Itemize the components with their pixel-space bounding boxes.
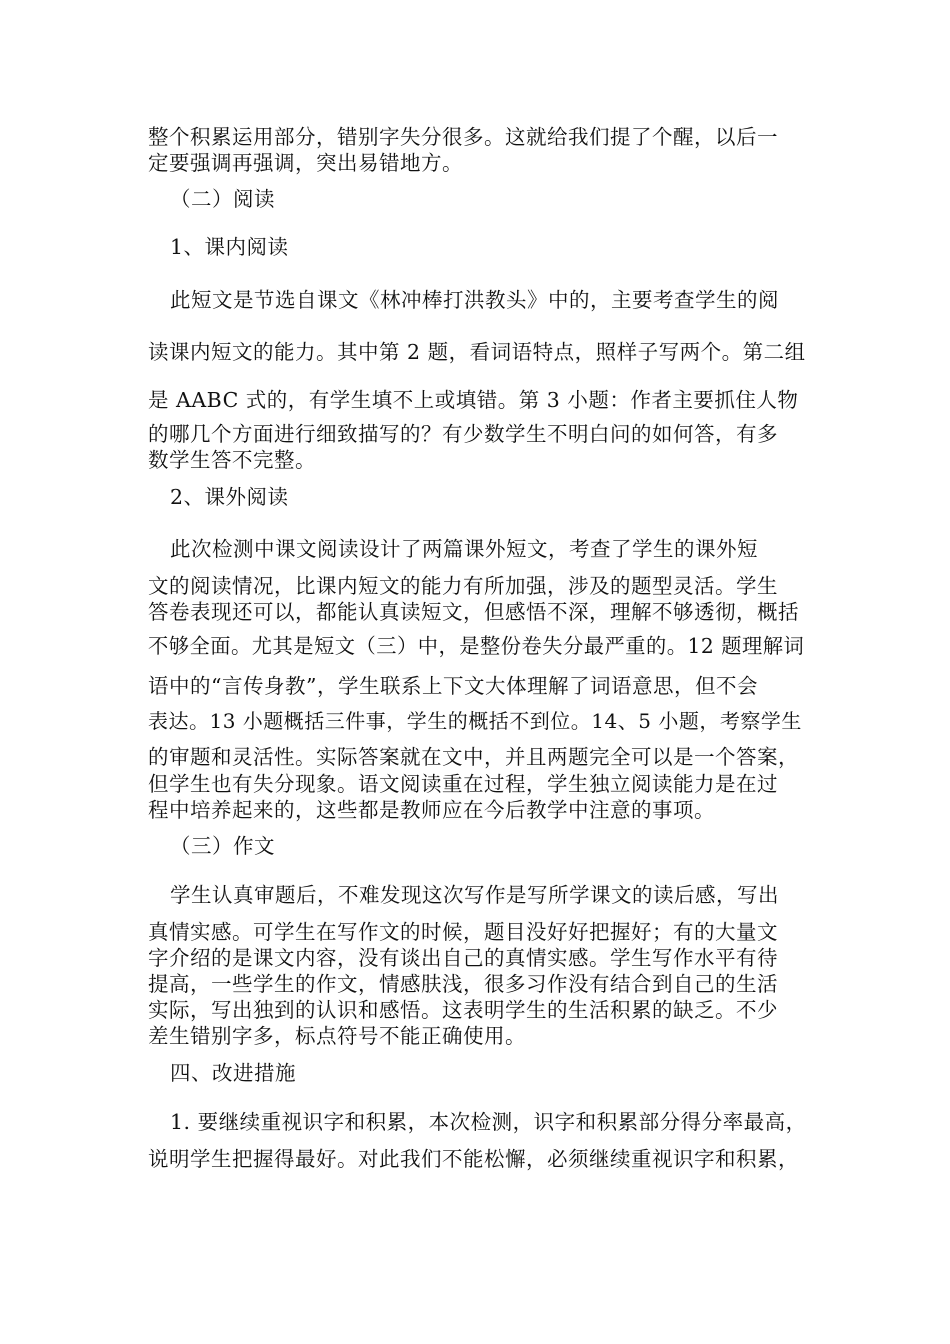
text-line: 学生认真审题后，不难发现这次写作是写所学课文的读后感，写出: [170, 883, 779, 907]
section-heading: （三）作文: [170, 834, 275, 858]
text-line: 但学生也有失分现象。语文阅读重在过程，学生独立阅读能力是在过: [148, 772, 778, 796]
text-line: 此次检测中课文阅读设计了两篇课外短文，考查了学生的课外短: [170, 537, 758, 561]
text-line: 实际，写出独到的认识和感悟。这表明学生的生活积累的缺乏。不少: [148, 998, 778, 1022]
text-line: 是 AABC 式的，有学生填不上或填错。第 3 小题：作者主要抓住人物: [148, 388, 799, 412]
text-line: 程中培养起来的，这些都是教师应在今后教学中注意的事项。: [148, 798, 715, 822]
text-line: 答卷表现还可以，都能认真读短文，但感悟不深，理解不够透彻，概括: [148, 600, 799, 624]
text-line: 此短文是节选自课文《林冲棒打洪教头》中的，主要考查学生的阅: [170, 288, 779, 312]
subsection-heading: 2、课外阅读: [170, 485, 289, 509]
text-line: 整个积累运用部分，错别字失分很多。这就给我们提了个醒，以后一: [148, 125, 778, 149]
text-line: 文的阅读情况，比课内短文的能力有所加强，涉及的题型灵活。学生: [148, 574, 778, 598]
text-line: 字介绍的是课文内容，没有谈出自己的真情实感。学生写作水平有待: [148, 946, 778, 970]
text-line: 真情实感。可学生在写作文的时候，题目没好好把握好；有的大量文: [148, 920, 778, 944]
text-line: 1. 要继续重视识字和积累，本次检测，识字和积累部分得分率最高，: [170, 1110, 807, 1134]
subsection-heading: 1、课内阅读: [170, 235, 289, 259]
text-line: 读课内短文的能力。其中第 2 题，看词语特点，照样子写两个。第二组: [148, 340, 806, 364]
text-line: 表达。13 小题概括三件事，学生的概括不到位。14、5 小题，考察学生: [148, 709, 802, 733]
text-line: 不够全面。尤其是短文（三）中，是整份卷失分最严重的。12 题理解词: [148, 634, 805, 658]
text-line: 差生错别字多，标点符号不能正确使用。: [148, 1024, 526, 1048]
text-line: 语中的“言传身教”，学生联系上下文大体理解了词语意思，但不会: [148, 674, 758, 698]
text-line: 的哪几个方面进行细致描写的？有少数学生不明白问的如何答，有多: [148, 422, 778, 446]
text-line: 定要强调再强调，突出易错地方。: [148, 151, 463, 175]
section-heading: （二）阅读: [170, 187, 275, 211]
text-line: 说明学生把握得最好。对此我们不能松懈，必须继续重视识字和积累，: [148, 1147, 799, 1171]
text-line: 提高，一些学生的作文，情感肤浅，很多习作没有结合到自己的生活: [148, 972, 778, 996]
text-line: 数学生答不完整。: [148, 448, 316, 472]
section-heading: 四、改进措施: [170, 1061, 296, 1085]
text-line: 的审题和灵活性。实际答案就在文中，并且两题完全可以是一个答案，: [148, 745, 799, 769]
